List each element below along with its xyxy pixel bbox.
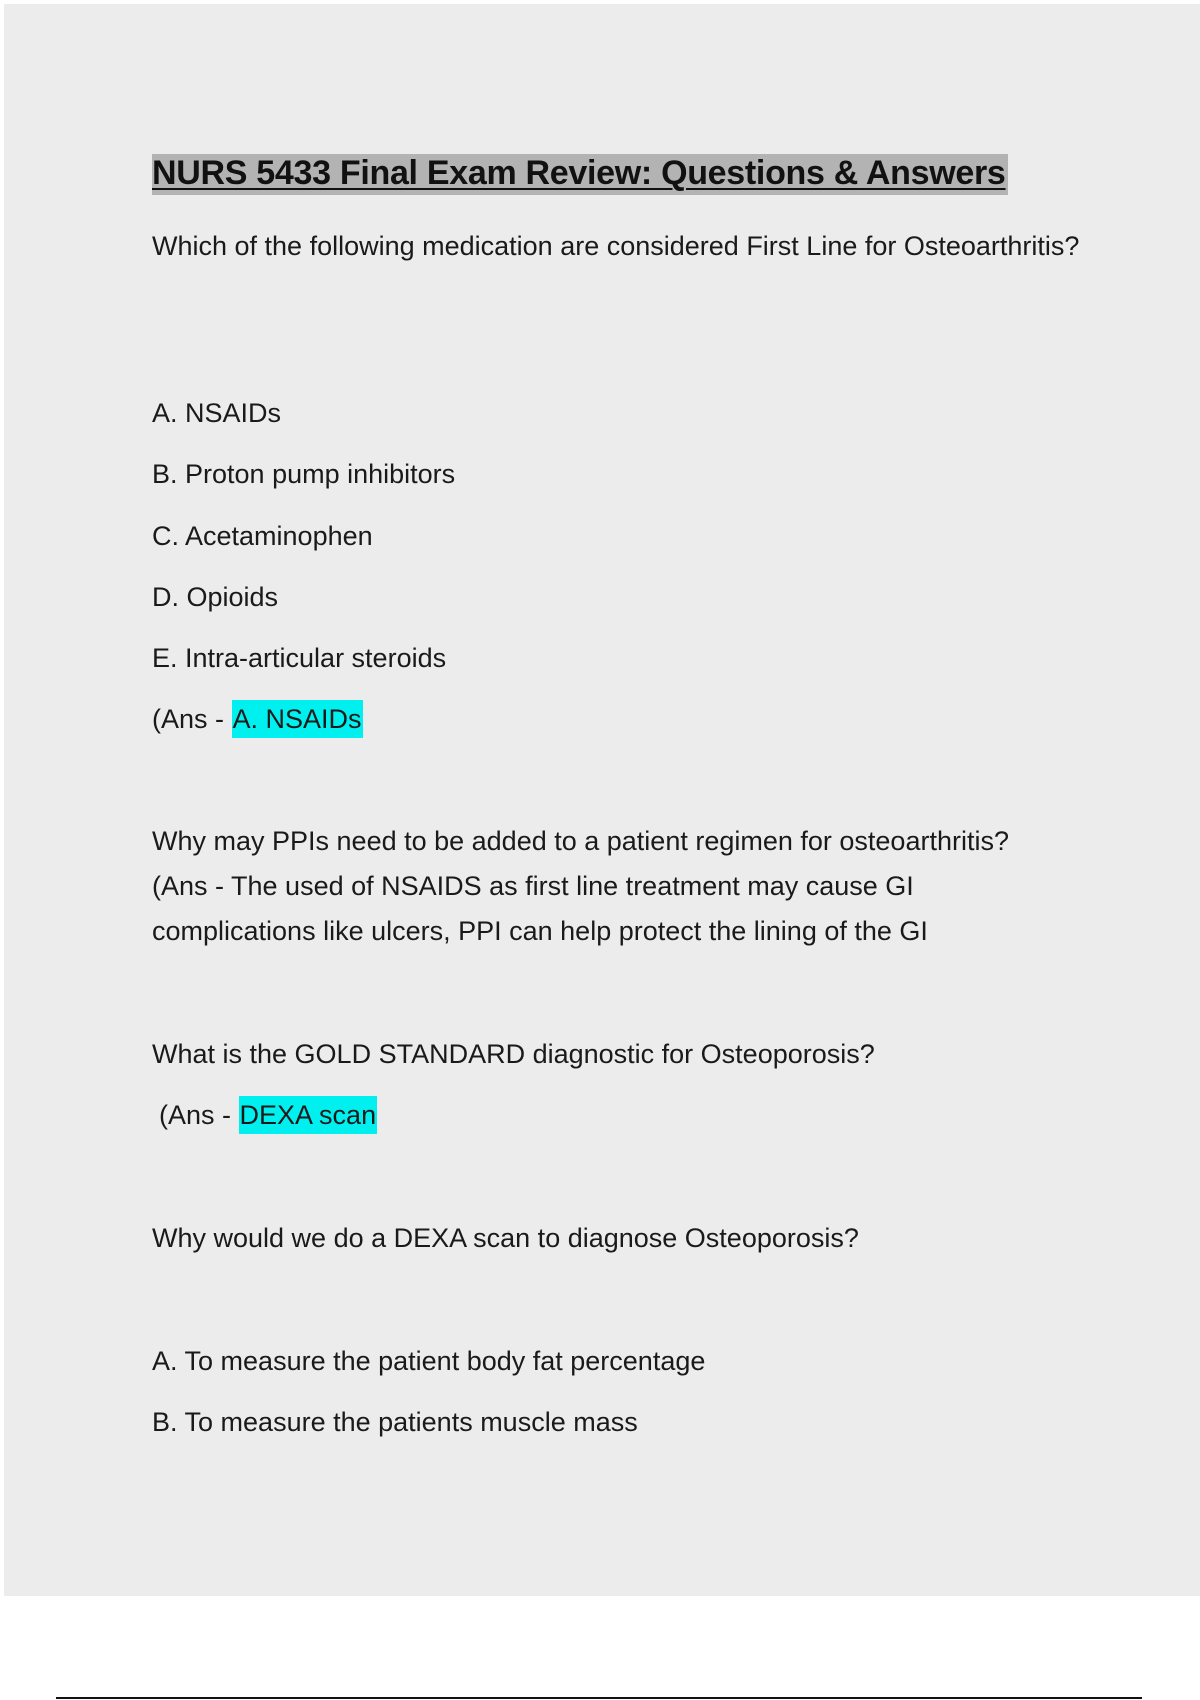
q4-option-a: A. To measure the patient body fat percentage xyxy=(152,1346,706,1376)
q1-answer-highlight: A. NSAIDs xyxy=(232,700,363,738)
q1-answer-line xyxy=(152,697,363,742)
question-3-text: What is the GOLD STANDARD diagnostic for Osteoporosis? xyxy=(152,1039,875,1069)
q3-answer-line xyxy=(159,1093,377,1138)
q1-option-c: C. Acetaminophen xyxy=(152,521,373,551)
q4-option-b: B. To measure the patients muscle mass xyxy=(152,1407,638,1437)
q2-answer-text: (Ans - The used of NSAIDS as first line treatment may cause GI complications like ulcers, PPI can help protect the lining of the GI xyxy=(152,871,928,946)
q1-answer-prefix: (Ans - xyxy=(152,704,232,734)
q1-option-a: A. NSAIDs xyxy=(152,398,282,428)
page-title: NURS 5433 Final Exam Review: Questions & Answers xyxy=(152,154,1008,195)
q3-answer-highlight: DEXA scan xyxy=(239,1096,378,1134)
question-1-text: Which of the following medication are considered First Line for Osteoarthritis? xyxy=(152,231,1080,261)
footer-divider xyxy=(56,1697,1142,1699)
q3-answer-prefix: (Ans - xyxy=(159,1100,239,1130)
question-4-text: Why would we do a DEXA scan to diagnose Osteoporosis? xyxy=(152,1223,859,1253)
document-page xyxy=(4,4,1200,1596)
q1-option-d: D. Opioids xyxy=(152,582,279,612)
q1-option-b: B. Proton pump inhibitors xyxy=(152,459,456,489)
question-2-text: Why may PPIs need to be added to a patient regimen for osteoarthritis? xyxy=(152,826,1009,856)
q1-option-e: E. Intra-articular steroids xyxy=(152,643,447,673)
